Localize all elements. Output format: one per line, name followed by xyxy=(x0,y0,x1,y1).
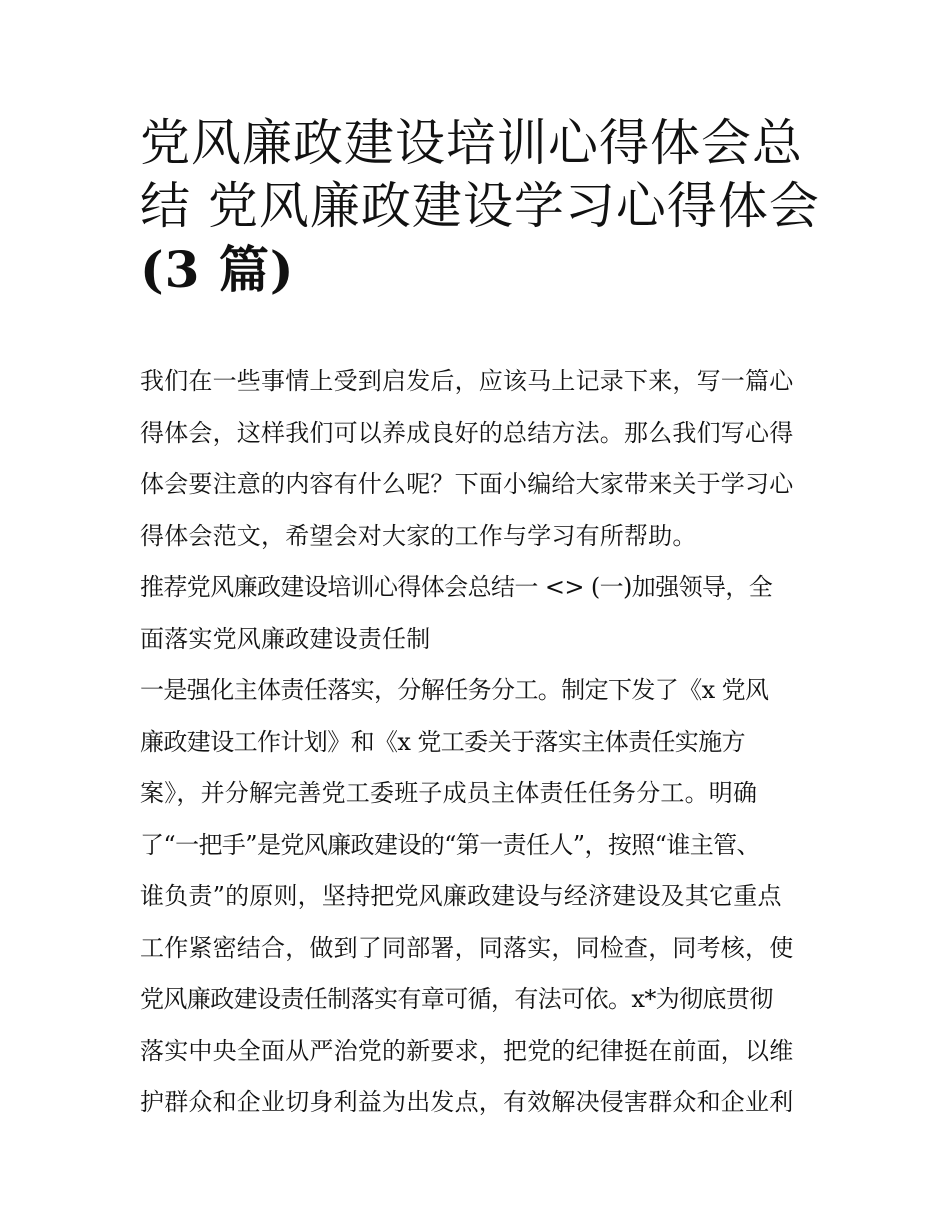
document-body xyxy=(140,356,830,1129)
body-line: 护群众和企业切身利益为出发点，有效解决侵害群众和企业利 xyxy=(140,1088,794,1116)
body-line: 落实中央全面从严治党的新要求，把党的纪律挺在前面，以维 xyxy=(140,1036,794,1065)
body-line: 谁负责”的原则，坚持把党风廉政建设与经济建设及其它重点 xyxy=(140,882,782,910)
title-line: 结 党风廉政建设学习心得体会 xyxy=(140,177,820,235)
body-line: 我们在一些事情上受到启发后，应该马上记录下来，写一篇心 xyxy=(140,367,794,395)
body-line: 体会要注意的内容有什么呢？下面小编给大家带来关于学习心 xyxy=(140,470,794,498)
body-line: 案》，并分解完善党工委班子成员主体责任任务分工。明确 xyxy=(140,779,758,807)
body-line: 一是强化主体责任落实，分解任务分工。制定下发了《x 党风 xyxy=(140,676,769,704)
body-line: 面落实党风廉政建设责任制 xyxy=(140,624,431,653)
title-line: (3 篇) xyxy=(140,240,295,299)
title-line: 党风廉政建设培训心得体会总 xyxy=(140,114,803,172)
document-title xyxy=(140,112,820,301)
body-line: 党风廉政建设责任制落实有章可循，有法可依。x*为彻底贯彻 xyxy=(140,985,773,1013)
body-line: 工作紧密结合，做到了同部署，同落实，同检查，同考核，使 xyxy=(140,933,794,962)
body-line: 得体会，这样我们可以养成良好的总结方法。那么我们写心得 xyxy=(140,418,794,447)
body-line: 廉政建设工作计划》和《x 党工委关于落实主体责任实施方 xyxy=(140,727,745,756)
body-line: 得体会范文，希望会对大家的工作与学习有所帮助。 xyxy=(140,521,697,550)
body-line: 推荐党风廉政建设培训心得体会总结一 <> (一)加强领导，全 xyxy=(140,573,773,601)
body-line: 了“一把手”是党风廉政建设的“第一责任人”，按照“谁主管、 xyxy=(140,830,760,859)
